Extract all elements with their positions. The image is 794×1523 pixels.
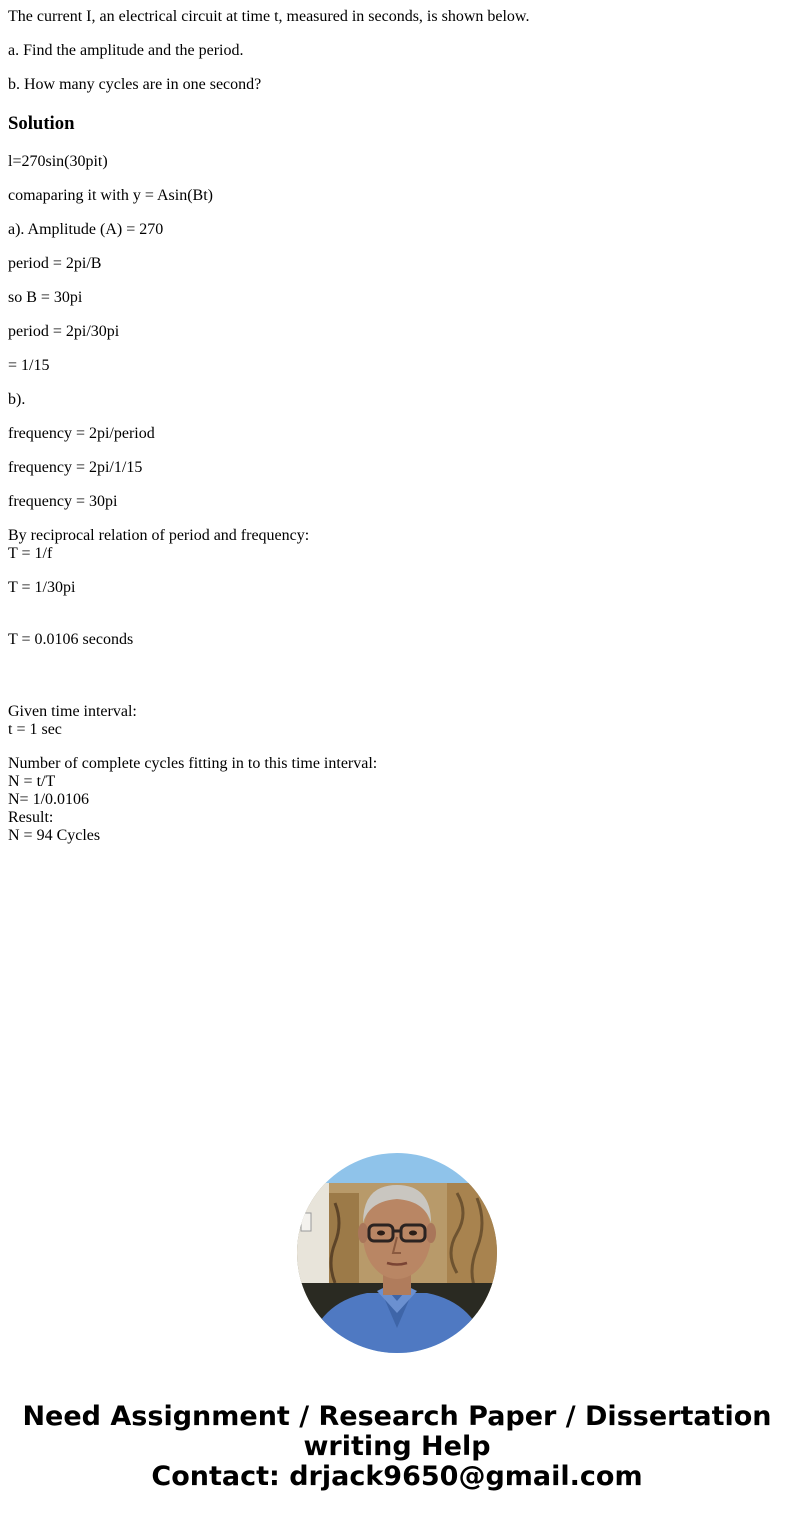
promo-line: Need Assignment / Research Paper / Dissertation xyxy=(22,1401,772,1432)
person-photo-icon xyxy=(297,1153,497,1353)
solution-line: N= 1/0.0106 xyxy=(8,791,90,808)
promo-banner xyxy=(0,1402,794,1492)
solution-line: b). xyxy=(8,391,26,408)
author-avatar xyxy=(297,1153,497,1353)
solution-line: t = 1 sec xyxy=(8,721,62,738)
solution-line: frequency = 2pi/period xyxy=(8,425,155,442)
solution-paragraph xyxy=(8,527,778,563)
solution-line: = 1/15 xyxy=(8,357,50,374)
solution-heading: Solution xyxy=(8,113,75,134)
solution-line: l=270sin(30pit) xyxy=(8,153,108,170)
solution-line: period = 2pi/30pi xyxy=(8,323,120,340)
solution-paragraph xyxy=(8,755,778,845)
question-part-b: b. How many cycles are in one second? xyxy=(8,76,262,93)
solution-line: Number of complete cycles fitting in to this time interval: xyxy=(8,755,378,772)
document-body xyxy=(8,0,778,845)
solution-paragraph xyxy=(8,703,778,739)
question-intro: The current I, an electrical circuit at time t, measured in seconds, is shown below. xyxy=(8,8,530,25)
solution-line: Given time interval: xyxy=(8,703,137,720)
solution-line: period = 2pi/B xyxy=(8,255,102,272)
solution-line: T = 1/30pi xyxy=(8,579,76,596)
promo-line: writing Help xyxy=(303,1431,491,1462)
solution-line: Result: xyxy=(8,809,54,826)
question-part-a: a. Find the amplitude and the period. xyxy=(8,42,244,59)
solution-line: comaparing it with y = Asin(Bt) xyxy=(8,187,213,204)
solution-line: frequency = 2pi/1/15 xyxy=(8,459,143,476)
solution-line: frequency = 30pi xyxy=(8,493,118,510)
solution-line: T = 1/f xyxy=(8,545,53,562)
promo-contact: Contact: drjack9650@gmail.com xyxy=(151,1461,643,1492)
solution-line: N = t/T xyxy=(8,773,56,790)
solution-line: By reciprocal relation of period and frequency: xyxy=(8,527,310,544)
solution-line: so B = 30pi xyxy=(8,289,83,306)
solution-line: a). Amplitude (A) = 270 xyxy=(8,221,164,238)
solution-line: T = 0.0106 seconds xyxy=(8,631,134,648)
solution-line: N = 94 Cycles xyxy=(8,827,101,844)
